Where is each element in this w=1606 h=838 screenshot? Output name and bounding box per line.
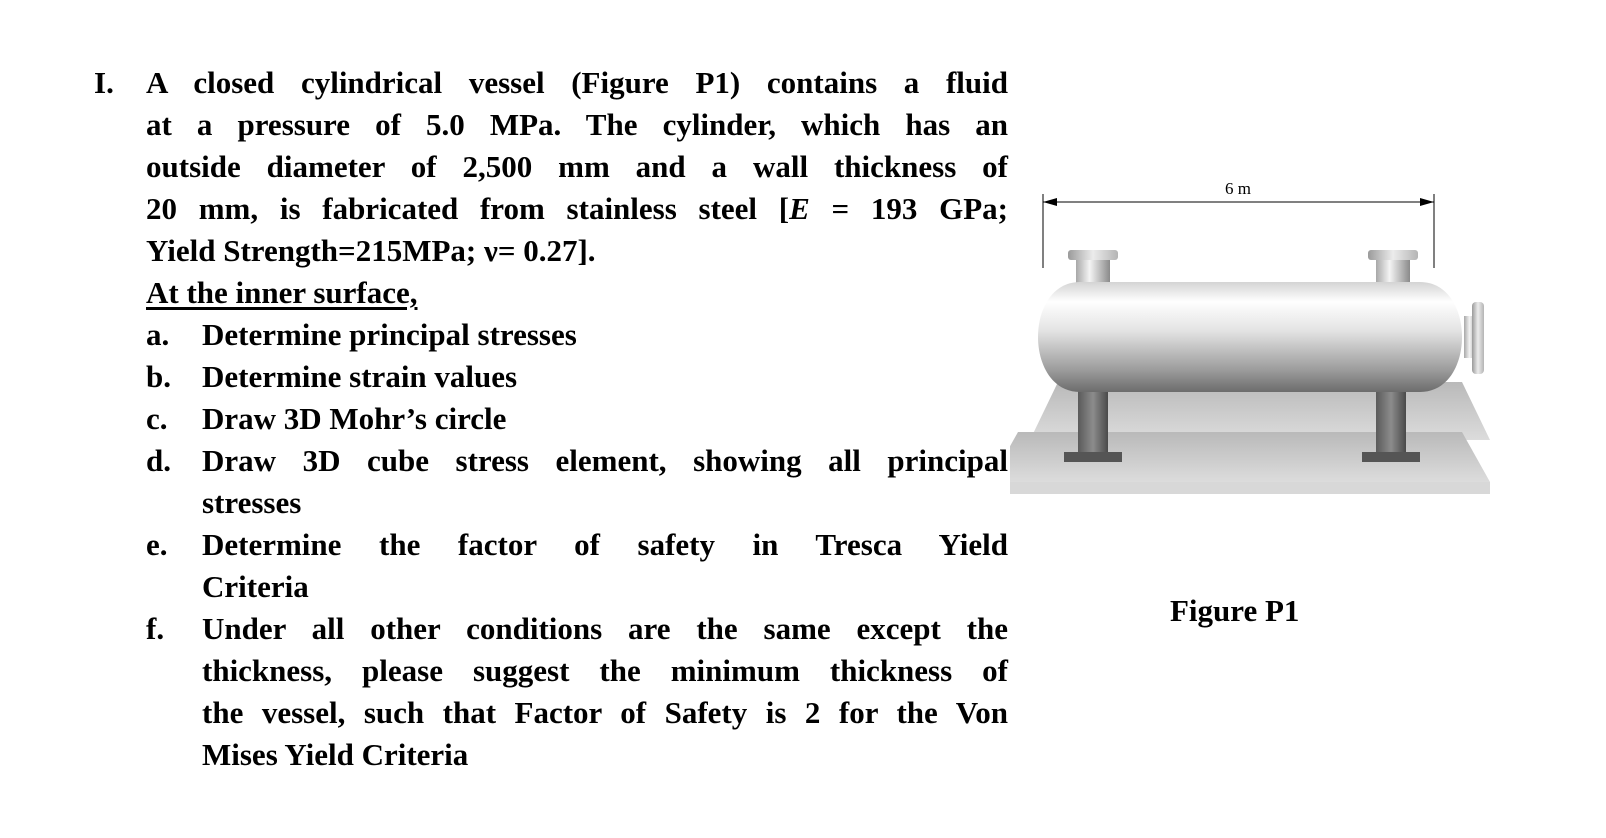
stem-line-material [146, 188, 1008, 230]
item-text: Determine principal stresses [202, 317, 577, 352]
item-letter: a. [146, 317, 170, 352]
item-text: Draw 3D Mohr’s circle [202, 401, 507, 436]
pressure-vessel-figure [1010, 170, 1570, 510]
item-letter: c. [146, 401, 168, 436]
item-text: Mises Yield Criteria [202, 737, 469, 772]
problem-stem [146, 62, 1008, 314]
stem-text: = 193 GPa; [809, 191, 1008, 226]
item-text: stresses [202, 485, 302, 520]
nozzle-right [1368, 250, 1418, 286]
item-letter: e. [146, 527, 168, 562]
vessel-shell [1038, 282, 1462, 392]
item-letter: d. [146, 443, 171, 478]
nozzle-left [1068, 250, 1118, 286]
stem-line: A closed cylindrical vessel (Figure P1) contains a fluid [146, 65, 1008, 100]
item-text: Determine strain values [202, 359, 518, 394]
figure-caption: Figure P1 [1170, 593, 1300, 628]
item-letter: f. [146, 611, 165, 646]
item-text: the vessel, such that Factor of Safety is 2 for the Von [202, 695, 1008, 730]
item-letter: b. [146, 359, 171, 394]
modulus-symbol: E [789, 191, 810, 226]
item-text: Determine the factor of safety in Tresca Yield [202, 527, 1008, 562]
dimension-label: 6 m [1225, 179, 1251, 198]
item-text: Under all other conditions are the same except the [202, 611, 1008, 646]
end-flange [1464, 302, 1484, 374]
item-text: Draw 3D cube stress element, showing all principal [202, 443, 1008, 478]
item-text: Criteria [202, 569, 309, 604]
stem-text: 20 mm, is fabricated from stainless steel [ [146, 191, 790, 226]
subheading [146, 272, 1008, 314]
base-slab-edge [1010, 482, 1490, 494]
subheading-text: At the inner surface, [146, 275, 418, 310]
stem-line: outside diameter of 2,500 mm and a wall thickness of [146, 149, 1008, 184]
stem-line: at a pressure of 5.0 MPa. The cylinder, which has an [146, 107, 1008, 142]
item-text: thickness, please suggest the minimum thickness of [202, 653, 1008, 688]
problem-number: I. [94, 65, 114, 100]
stem-line: Yield Strength=215MPa; ν= 0.27]. [146, 233, 596, 268]
